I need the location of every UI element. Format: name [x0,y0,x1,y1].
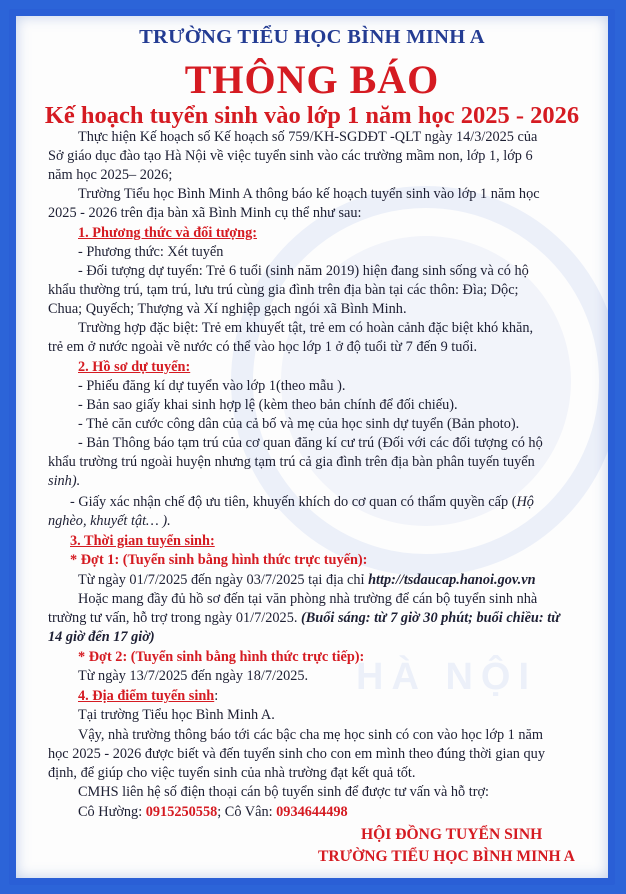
intro-line: Trường Tiểu học Bình Minh A thông báo kế hoạch tuyển sinh vào lớp 1 năm học [78,186,540,202]
section-1-line: - Phương thức: Xét tuyển [78,244,224,260]
round-1-label: * Đợt 1: (Tuyển sinh bằng hình thức trực tuyến): [70,552,368,568]
closing-line: định, để giúp cho việc tuyển sinh của nhà trường đạt kết quả tốt. [48,765,416,781]
section-2-italic-text: Hộ [516,494,534,510]
signature-school: TRƯỜNG TIỂU HỌC BÌNH MINH A [318,848,575,865]
section-1-line: trẻ em ở nước ngoài về nước có thể vào học lớp 1 ở độ tuổi từ 7 đến 9 tuổi. [48,339,478,355]
contact-line [78,803,348,822]
round-1-line: Hoặc mang đầy đủ hồ sơ đến tại văn phòng nhà trường để cán bộ tuyển sinh nhà [78,591,538,607]
round-1-line [48,609,560,628]
contact-1-name: Cô Hường: [78,804,146,820]
section-4-heading [78,687,218,706]
section-2-text: - Giấy xác nhận chế độ ưu tiên, khuyến khích do cơ quan có thẩm quyền cấp ( [70,494,517,510]
section-1-heading: 1. Phương thức và đối tượng: [78,225,257,241]
round-2-line: Từ ngày 13/7/2025 đến ngày 18/7/2025. [78,668,309,684]
round-1-text: Từ ngày 01/7/2025 đến ngày 03/7/2025 tại địa chỉ [78,572,369,588]
section-4-heading-text: 4. Địa điểm tuyển sinh [78,688,215,704]
section-2-line [70,493,534,512]
contact-2-phone[interactable]: 0934644498 [276,804,348,820]
registration-url-link[interactable]: http://tsdaucap.hanoi.gov.vn [368,572,536,588]
notice-sheet [16,16,608,878]
round-1-hours: (Buổi sáng: từ 7 giờ 30 phút; buổi chiều: từ [301,610,560,626]
contact-2-name: ; Cô Vân: [217,804,277,820]
section-2-line: - Bản Thông báo tạm trú của cơ quan đăng kí cư trú (Đối với các đối tượng có hộ [78,435,543,451]
intro-line: Thực hiện Kế hoạch số Kế hoạch số 759/KH-SGDĐT -QLT ngày 14/3/2025 của [78,129,538,145]
section-2-line: nghèo, khuyết tật… ). [48,513,171,529]
signature-committee: HỘI ĐỒNG TUYỂN SINH [361,826,543,843]
intro-line: năm học 2025– 2026; [48,167,173,183]
section-2-line: khẩu trường trú ngoài huyện nhưng tạm trú cả gia đình trên địa bàn phân tuyến tuyển [48,454,535,470]
school-name-header: TRƯỜNG TIỂU HỌC BÌNH MINH A [139,26,485,48]
closing-line: Vậy, nhà trường thông báo tới các bậc cha mẹ học sinh có con vào học lớp 1 năm [78,727,544,743]
intro-line: 2025 - 2026 trên địa bàn xã Bình Minh cụ thể như sau: [48,205,362,221]
notice-subtitle: Kế hoạch tuyển sinh vào lớp 1 năm học 2025 - 2026 [44,102,580,129]
intro-line: Sở giáo dục đào tạo Hà Nội về việc tuyển sinh vào các trường mầm non, lớp 1, lớp 6 [48,148,533,164]
section-4-line: Tại trường Tiểu học Bình Minh A. [78,707,275,723]
section-4-heading-colon: : [214,688,219,704]
round-2-label: * Đợt 2: (Tuyển sinh bằng hình thức trực tiếp): [78,649,365,665]
section-1-line: khẩu thường trú, tạm trú, lưu trú cùng gia đình trên địa bàn tại các thôn: Đìa; Dộc; [48,282,519,298]
closing-line: CMHS liên hệ số điện thoại cán bộ tuyển sinh để được tư vấn và hỗ trợ: [78,784,490,800]
round-1-text: trường tư vấn, hỗ trợ trong ngày 01/7/2025. [48,610,301,626]
section-1-line: Trường hợp đặc biệt: Trẻ em khuyết tật, trẻ em có hoàn cảnh đặc biệt khó khăn, [78,320,534,336]
section-2-line: - Phiếu đăng kí dự tuyển vào lớp 1(theo mẫu ). [78,378,346,394]
section-2-line: - Thẻ căn cước công dân của cả bố và mẹ của học sinh dự tuyển (Bản photo). [78,416,520,432]
section-3-heading: 3. Thời gian tuyển sinh: [70,533,215,549]
round-1-hours: 14 giờ đến 17 giờ) [48,629,155,645]
section-2-heading: 2. Hồ sơ dự tuyển: [78,359,191,375]
section-1-line: Chua; Quyếch; Thượng và Xí nghiệp gạch ngói xã Bình Minh. [48,301,407,317]
watermark-text: HÀ NỘI [356,656,537,698]
contact-1-phone[interactable]: 0915250558 [145,804,218,820]
section-1-line: - Đối tượng dự tuyển: Trẻ 6 tuổi (sinh năm 2019) hiện đang sinh sống và có hộ [78,263,529,279]
round-1-line [78,571,536,590]
section-2-line: sinh). [48,473,81,489]
notice-title: THÔNG BÁO [184,57,440,102]
section-2-line: - Bản sao giấy khai sinh hợp lệ (kèm theo bản chính để đối chiếu). [78,397,458,413]
closing-line: học 2025 - 2026 được biết và đến tuyển sinh cho con em mình theo đúng thời gian quy [48,746,545,762]
